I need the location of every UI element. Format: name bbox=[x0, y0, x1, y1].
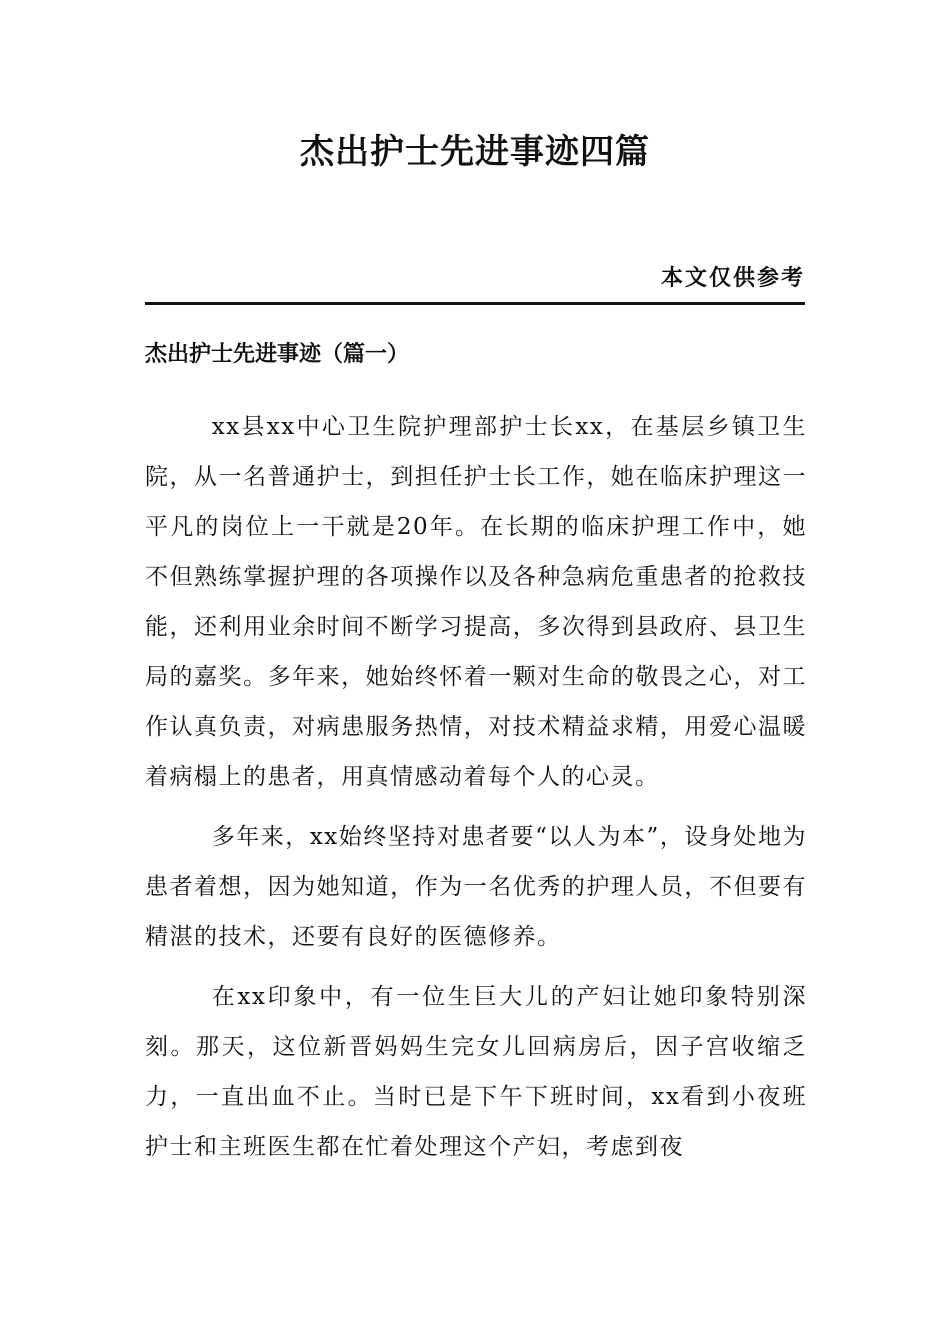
paragraph-3: 在xx印象中，有一位生巨大儿的产妇让她印象特别深刻。那天，这位新晋妈妈生完女儿回病房后，因子宫收缩乏力，一直出血不止。当时已是下午下班时间，xx看到小夜班护士和主班医生都在忙着处理这个产妇，考虑到夜 bbox=[145, 984, 807, 1160]
section-heading: 杰出护士先进事迹（篇一） bbox=[145, 342, 410, 367]
header-divider bbox=[145, 302, 805, 305]
paragraph-1: xx县xx中心卫生院护理部护士长xx，在基层乡镇卫生院，从一名普通护士，到担任护士长工作，她在临床护理这一平凡的岗位上一干就是20年。在长期的临床护理工作中，她不但熟练掌握护理的各项操作以及各种急病危重患者的抢救技能，还利用业余时间不断学习提高，多次得到县政府、县卫生局的嘉奖。多年来，她始终怀着一颗对生命的敬畏之心，对工作认真负责，对病患服务热情，对技术精益求精，用爱心温暖着病榻上的患者，用真情感动着每个人的心灵。 bbox=[145, 414, 807, 790]
body-text bbox=[145, 402, 807, 1182]
reference-note: 本文仅供参考 bbox=[660, 266, 805, 291]
document-title: 杰出护士先进事迹四篇 bbox=[300, 132, 650, 172]
paragraph-2: 多年来，xx始终坚持对患者要“以人为本”，设身处地为患者着想，因为她知道，作为一名优秀的护理人员，不但要有精湛的技术，还要有良好的医德修养。 bbox=[145, 824, 807, 950]
